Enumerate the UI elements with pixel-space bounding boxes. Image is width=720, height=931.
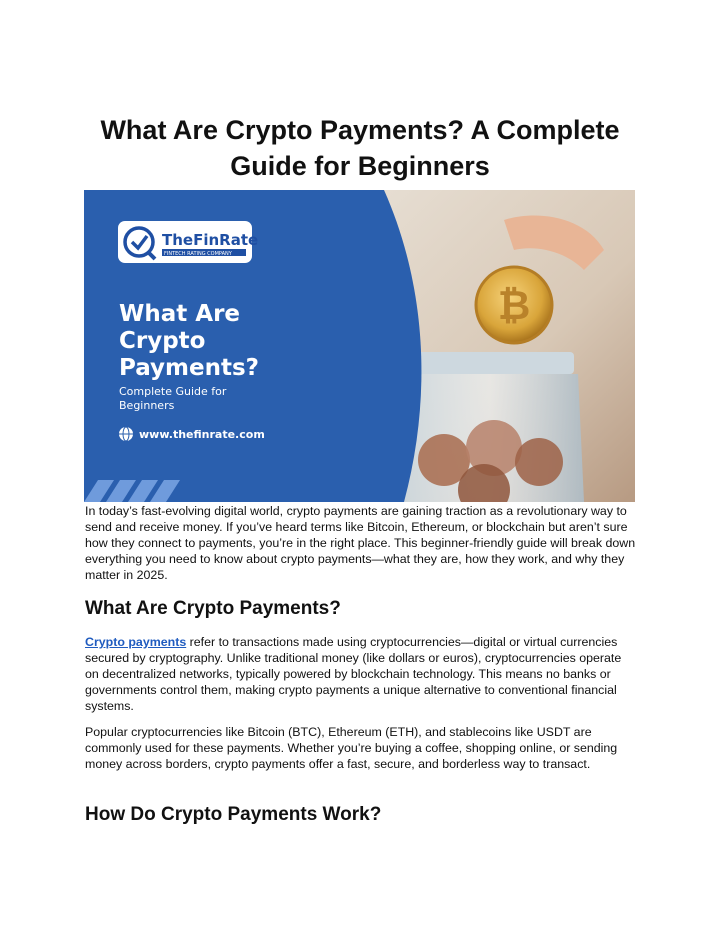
hero-website: www.thefinrate.com — [139, 428, 265, 441]
hero-headline-line1: What Are — [119, 301, 241, 327]
hero-image — [84, 190, 635, 502]
section-heading-how-work: How Do Crypto Payments Work? — [85, 804, 382, 825]
jar-coin — [515, 438, 563, 486]
hero-illustration — [84, 190, 635, 502]
popular-crypto-paragraph: Popular cryptocurrencies like Bitcoin (BTC), Ethereum (ETH), and stablecoins like USDT are commonly used for these payments. Whether you’re buying a coffee, shopping online, or sending money across borders, crypto payments offer a fast, secure, and borderless way to transact. — [85, 725, 618, 771]
definition-text: refer to transactions made using cryptocurrencies—digital or virtual currencies secured by cryptography. Unlike traditional money (like dollars or euros), cryptocurrencies operate on decentralized networks, typically powered by blockchain technology. This means no banks or governments control them, making crypto payments a unique alternative to conventional financial systems. — [85, 635, 622, 713]
jar-neck — [406, 352, 574, 374]
intro-paragraph: In today’s fast-evolving digital world, crypto payments are gaining traction as a revolutionary way to send and receive money. If you’ve heard terms like Bitcoin, Ethereum, or blockchain but aren’t sure how they connect to payments, you’re in the right place. This beginner-friendly guide will break down everything you need to know about crypto payments—what they are, how they work, and why they matter in 2025. — [85, 504, 636, 582]
brand-name: TheFinRate — [162, 231, 259, 249]
hero-subtitle-line1: Complete Guide for — [119, 385, 227, 398]
hero-subtitle-line2: Beginners — [119, 399, 175, 412]
bitcoin-icon: ₿ — [497, 283, 531, 329]
section-heading-what-are: What Are Crypto Payments? — [85, 598, 341, 619]
hero-headline-line2: Crypto — [119, 328, 206, 354]
definition-paragraph — [85, 634, 637, 714]
crypto-payments-link[interactable]: Crypto payments — [85, 635, 187, 649]
brand-tagline: FINTECH RATING COMPANY — [164, 251, 232, 257]
hero-headline-line3: Payments? — [119, 355, 260, 381]
page-title: What Are Crypto Payments? A Complete Guide for Beginners — [100, 115, 620, 181]
